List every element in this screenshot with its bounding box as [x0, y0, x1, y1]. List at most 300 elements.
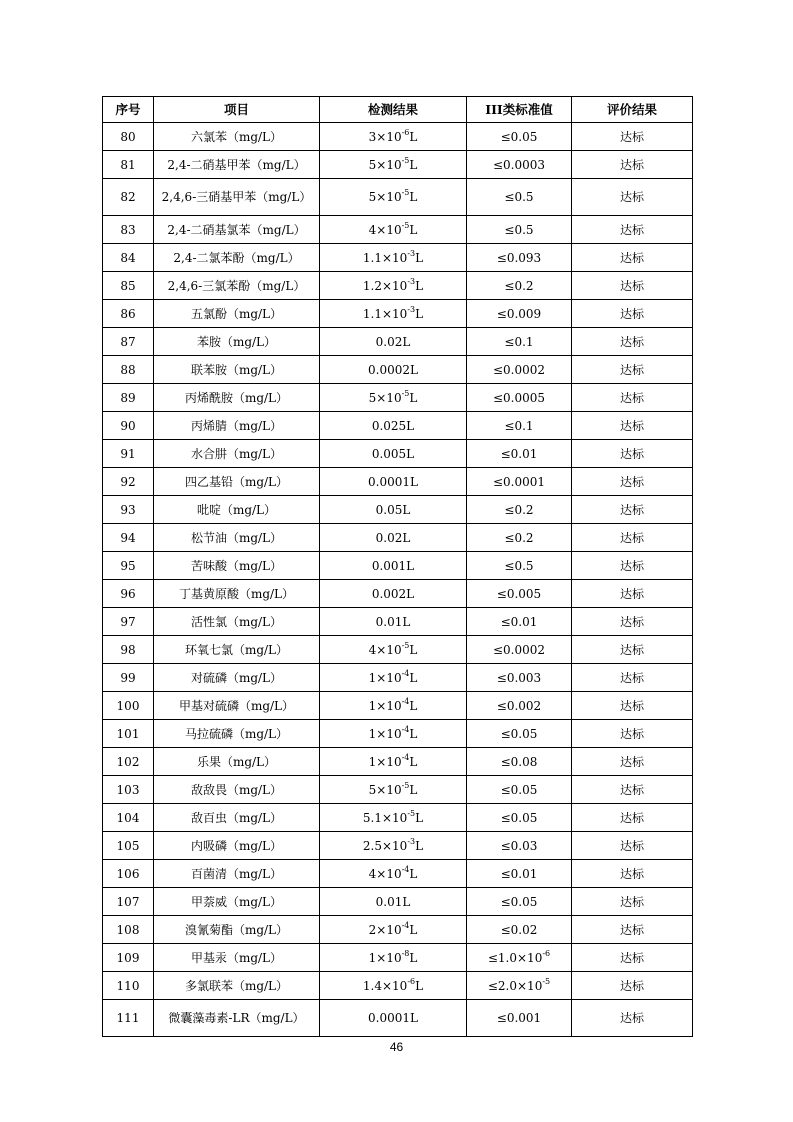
cell-evaluation: 达标: [572, 692, 693, 720]
cell-no: 100: [103, 692, 154, 720]
cell-standard-base: ≤0.03: [500, 838, 538, 853]
cell-standard-base: ≤0.08: [500, 754, 538, 769]
cell-result-exponent: -3: [407, 276, 416, 286]
cell-standard-base: ≤0.5: [504, 190, 534, 204]
cell-result: [320, 356, 467, 384]
table-row: [103, 384, 693, 412]
cell-result-exponent: -5: [401, 388, 410, 398]
cell-no: 105: [103, 832, 154, 860]
cell-result-exponent: -5: [401, 155, 410, 165]
cell-standard: [467, 1000, 572, 1037]
cell-standard: [467, 300, 572, 328]
cell-result: [320, 1000, 467, 1037]
cell-evaluation: 达标: [572, 608, 693, 636]
cell-result: [320, 720, 467, 748]
cell-result-base: 0.01L: [375, 614, 411, 629]
cell-result-base: 2.5×10: [362, 838, 408, 853]
cell-evaluation: 达标: [572, 524, 693, 552]
cell-result-base: 0.02L: [375, 530, 411, 545]
cell-standard-base: ≤0.5: [504, 558, 534, 573]
table-row: [103, 552, 693, 580]
cell-result: [320, 384, 467, 412]
cell-result-base: 0.02L: [375, 334, 411, 349]
cell-result: [320, 804, 467, 832]
table-row: [103, 720, 693, 748]
cell-standard-base: ≤0.05: [500, 726, 538, 741]
header-result: 检测结果: [320, 97, 467, 123]
cell-item: 2,4-二硝基氯苯（mg/L）: [154, 216, 320, 244]
cell-result-unit: L: [409, 190, 418, 204]
table-row: [103, 440, 693, 468]
cell-result-base: 1.1×10: [362, 250, 408, 265]
table-row: [103, 664, 693, 692]
cell-result: [320, 496, 467, 524]
table-row: [103, 860, 693, 888]
cell-result-base: 4×10: [368, 866, 402, 881]
cell-standard-base: ≤0.01: [500, 446, 538, 461]
cell-result-base: 5×10: [368, 190, 402, 204]
cell-result-unit: L: [415, 978, 424, 993]
cell-result-base: 2×10: [368, 922, 402, 937]
cell-result-unit: L: [409, 222, 418, 237]
cell-no: 99: [103, 664, 154, 692]
cell-standard-exponent: -5: [542, 976, 551, 986]
cell-no: 102: [103, 748, 154, 776]
cell-item: 六氯苯（mg/L）: [154, 123, 320, 151]
cell-result-base: 1×10: [368, 698, 402, 713]
cell-standard: [467, 608, 572, 636]
cell-result-unit: L: [409, 670, 418, 685]
cell-item: 溴氰菊酯（mg/L）: [154, 916, 320, 944]
table-row: [103, 972, 693, 1000]
cell-item: 丙烯腈（mg/L）: [154, 412, 320, 440]
cell-item: 敌百虫（mg/L）: [154, 804, 320, 832]
cell-standard-base: ≤0.2: [504, 278, 534, 293]
cell-no: 94: [103, 524, 154, 552]
table-row: [103, 776, 693, 804]
table-row: [103, 244, 693, 272]
cell-item: 水合肼（mg/L）: [154, 440, 320, 468]
cell-standard: [467, 151, 572, 179]
cell-evaluation: 达标: [572, 720, 693, 748]
cell-result-exponent: -4: [401, 724, 410, 734]
cell-evaluation: 达标: [572, 916, 693, 944]
cell-standard: [467, 440, 572, 468]
cell-result-base: 5×10: [368, 157, 402, 172]
cell-standard-base: ≤0.093: [496, 250, 542, 265]
cell-evaluation: 达标: [572, 580, 693, 608]
cell-item: 马拉硫磷（mg/L）: [154, 720, 320, 748]
cell-standard: [467, 468, 572, 496]
cell-no: 101: [103, 720, 154, 748]
cell-item: 丙烯酰胺（mg/L）: [154, 384, 320, 412]
cell-standard-base: ≤0.0002: [492, 642, 546, 657]
table-row: [103, 216, 693, 244]
results-table: [102, 96, 693, 1037]
cell-evaluation: 达标: [572, 356, 693, 384]
cell-no: 84: [103, 244, 154, 272]
cell-standard: [467, 636, 572, 664]
cell-standard: [467, 832, 572, 860]
cell-item: 2,4,6-三氯苯酚（mg/L）: [154, 272, 320, 300]
cell-item: 2,4-二硝基甲苯（mg/L）: [154, 151, 320, 179]
cell-standard-base: ≤0.005: [496, 586, 542, 601]
cell-no: 107: [103, 888, 154, 916]
cell-item: 甲基汞（mg/L）: [154, 944, 320, 972]
cell-no: 95: [103, 552, 154, 580]
cell-result-base: 1×10: [368, 950, 402, 965]
table-row: [103, 300, 693, 328]
table-row: [103, 151, 693, 179]
cell-result-unit: L: [409, 390, 418, 405]
cell-result-unit: L: [415, 306, 424, 321]
cell-result: [320, 179, 467, 216]
cell-result-exponent: -5: [401, 188, 410, 197]
cell-result-unit: L: [415, 810, 424, 825]
cell-result-base: 1×10: [368, 670, 402, 685]
cell-standard: [467, 580, 572, 608]
cell-result-base: 4×10: [368, 642, 402, 657]
cell-evaluation: 达标: [572, 151, 693, 179]
cell-evaluation: 达标: [572, 860, 693, 888]
cell-standard-base: ≤0.1: [504, 418, 534, 433]
cell-standard-base: ≤0.05: [500, 782, 538, 797]
table-row: [103, 916, 693, 944]
table-row: [103, 608, 693, 636]
cell-result-base: 0.005L: [371, 446, 415, 461]
cell-standard-base: ≤0.2: [504, 530, 534, 545]
cell-evaluation: 达标: [572, 123, 693, 151]
cell-result-base: 1×10: [368, 754, 402, 769]
cell-item: 2,4-二氯苯酚（mg/L）: [154, 244, 320, 272]
cell-result-unit: L: [409, 782, 418, 797]
cell-result: [320, 244, 467, 272]
cell-result-base: 1.2×10: [362, 278, 408, 293]
cell-standard: [467, 524, 572, 552]
cell-result: [320, 440, 467, 468]
cell-standard-base: ≤0.0003: [492, 157, 546, 172]
cell-result: [320, 524, 467, 552]
cell-item: 内吸磷（mg/L）: [154, 832, 320, 860]
cell-item: 多氯联苯（mg/L）: [154, 972, 320, 1000]
cell-standard-base: ≤0.05: [500, 894, 538, 909]
cell-item: 甲萘威（mg/L）: [154, 888, 320, 916]
cell-evaluation: 达标: [572, 636, 693, 664]
cell-result-exponent: -4: [401, 668, 410, 678]
cell-result-exponent: -5: [401, 220, 410, 230]
cell-result: [320, 776, 467, 804]
cell-evaluation: 达标: [572, 776, 693, 804]
cell-evaluation: 达标: [572, 216, 693, 244]
table-body: [103, 123, 693, 1037]
cell-result: [320, 888, 467, 916]
page-number: 46: [389, 1040, 404, 1054]
cell-result-exponent: -3: [407, 304, 416, 314]
cell-standard: [467, 664, 572, 692]
cell-standard: [467, 860, 572, 888]
cell-item: 甲基对硫磷（mg/L）: [154, 692, 320, 720]
cell-evaluation: 达标: [572, 496, 693, 524]
cell-result: [320, 272, 467, 300]
table-row: [103, 468, 693, 496]
cell-result-unit: L: [409, 866, 418, 881]
cell-item: 苦味酸（mg/L）: [154, 552, 320, 580]
cell-result-exponent: -6: [407, 976, 416, 986]
cell-standard-base: ≤1.0×10: [487, 950, 543, 965]
cell-standard: [467, 720, 572, 748]
table-row: [103, 328, 693, 356]
cell-standard-base: ≤0.5: [504, 222, 534, 237]
cell-result-exponent: -5: [401, 640, 410, 650]
cell-result: [320, 944, 467, 972]
cell-result: [320, 216, 467, 244]
cell-item: 乐果（mg/L）: [154, 748, 320, 776]
cell-evaluation: 达标: [572, 328, 693, 356]
cell-standard: [467, 748, 572, 776]
cell-result-unit: L: [409, 698, 418, 713]
cell-result-base: 1.1×10: [362, 306, 408, 321]
cell-standard: [467, 356, 572, 384]
table-row: [103, 496, 693, 524]
cell-no: 80: [103, 123, 154, 151]
cell-standard-base: ≤0.01: [500, 614, 538, 629]
cell-evaluation: 达标: [572, 468, 693, 496]
cell-standard-base: ≤0.0001: [492, 474, 546, 489]
cell-evaluation: 达标: [572, 944, 693, 972]
table-row: [103, 944, 693, 972]
header-item: 项目: [154, 97, 320, 123]
table-row: [103, 524, 693, 552]
cell-item: 五氯酚（mg/L）: [154, 300, 320, 328]
cell-result-unit: L: [415, 278, 424, 293]
table-row: [103, 123, 693, 151]
cell-result-base: 0.0002L: [368, 362, 418, 377]
cell-no: 88: [103, 356, 154, 384]
cell-standard-base: ≤0.0002: [492, 362, 546, 377]
cell-result: [320, 412, 467, 440]
cell-standard: [467, 972, 572, 1000]
cell-evaluation: 达标: [572, 179, 693, 216]
cell-no: 83: [103, 216, 154, 244]
table-row: [103, 272, 693, 300]
cell-result-exponent: -4: [401, 920, 410, 930]
cell-evaluation: 达标: [572, 384, 693, 412]
cell-standard-base: ≤0.05: [500, 810, 538, 825]
table-row: [103, 888, 693, 916]
cell-result: [320, 748, 467, 776]
cell-evaluation: 达标: [572, 832, 693, 860]
cell-item: 微囊藻毒素-LR（mg/L）: [154, 1000, 320, 1037]
cell-result-base: 1×10: [368, 726, 402, 741]
cell-result: [320, 664, 467, 692]
cell-item: 联苯胺（mg/L）: [154, 356, 320, 384]
header-standard: III类标准值: [467, 97, 572, 123]
table-row: [103, 412, 693, 440]
cell-evaluation: 达标: [572, 300, 693, 328]
cell-result-base: 5×10: [368, 782, 402, 797]
cell-no: 90: [103, 412, 154, 440]
cell-result: [320, 608, 467, 636]
cell-standard-base: ≤0.009: [496, 306, 542, 321]
cell-result-exponent: -3: [407, 836, 416, 846]
table-row: [103, 580, 693, 608]
table-header-row: [103, 97, 693, 123]
table-row: [103, 356, 693, 384]
cell-result-base: 0.0001L: [368, 1011, 418, 1025]
cell-result-base: 5.1×10: [362, 810, 408, 825]
cell-result: [320, 692, 467, 720]
cell-result-base: 0.0001L: [368, 474, 418, 489]
header-evaluation: 评价结果: [572, 97, 693, 123]
cell-evaluation: 达标: [572, 888, 693, 916]
cell-item: 对硫磷（mg/L）: [154, 664, 320, 692]
cell-no: 111: [103, 1000, 154, 1037]
cell-no: 103: [103, 776, 154, 804]
table-row: [103, 636, 693, 664]
cell-no: 98: [103, 636, 154, 664]
cell-result-base: 3×10: [368, 129, 402, 144]
cell-result-unit: L: [409, 157, 418, 172]
cell-result: [320, 636, 467, 664]
cell-result-unit: L: [415, 838, 424, 853]
cell-result: [320, 468, 467, 496]
cell-standard: [467, 692, 572, 720]
cell-result-unit: L: [409, 922, 418, 937]
cell-evaluation: 达标: [572, 748, 693, 776]
cell-result-exponent: -4: [401, 696, 410, 706]
cell-standard: [467, 944, 572, 972]
cell-standard-base: ≤0.2: [504, 502, 534, 517]
cell-no: 82: [103, 179, 154, 216]
cell-standard-base: ≤0.001: [496, 1011, 542, 1025]
cell-no: 97: [103, 608, 154, 636]
cell-standard-base: ≤0.05: [500, 129, 538, 144]
cell-evaluation: 达标: [572, 664, 693, 692]
cell-no: 85: [103, 272, 154, 300]
cell-item: 2,4,6-三硝基甲苯（mg/L）: [154, 179, 320, 216]
cell-no: 81: [103, 151, 154, 179]
cell-standard: [467, 888, 572, 916]
cell-result-unit: L: [409, 642, 418, 657]
cell-standard-base: ≤0.1: [504, 334, 534, 349]
cell-evaluation: 达标: [572, 804, 693, 832]
cell-item: 敌敌畏（mg/L）: [154, 776, 320, 804]
cell-result: [320, 916, 467, 944]
cell-evaluation: 达标: [572, 972, 693, 1000]
cell-no: 87: [103, 328, 154, 356]
cell-result-exponent: -3: [407, 248, 416, 258]
cell-no: 108: [103, 916, 154, 944]
cell-standard: [467, 776, 572, 804]
cell-standard-base: ≤0.0005: [492, 390, 546, 405]
cell-result: [320, 300, 467, 328]
cell-standard: [467, 179, 572, 216]
cell-standard: [467, 216, 572, 244]
cell-result-base: 0.002L: [371, 586, 415, 601]
cell-result: [320, 151, 467, 179]
cell-no: 91: [103, 440, 154, 468]
cell-item: 吡啶（mg/L）: [154, 496, 320, 524]
cell-item: 松节油（mg/L）: [154, 524, 320, 552]
cell-result-unit: L: [409, 726, 418, 741]
cell-result: [320, 123, 467, 151]
cell-standard: [467, 916, 572, 944]
cell-result-base: 0.025L: [371, 418, 415, 433]
cell-result-exponent: -4: [401, 864, 410, 874]
cell-standard: [467, 123, 572, 151]
cell-result-base: 0.05L: [375, 502, 411, 517]
cell-result-exponent: -5: [401, 780, 410, 790]
cell-result-exponent: -4: [401, 752, 410, 762]
cell-evaluation: 达标: [572, 412, 693, 440]
cell-evaluation: 达标: [572, 244, 693, 272]
cell-standard: [467, 384, 572, 412]
cell-standard: [467, 272, 572, 300]
cell-result-exponent: -8: [401, 948, 410, 958]
cell-result: [320, 328, 467, 356]
cell-item: 环氧七氯（mg/L）: [154, 636, 320, 664]
cell-result-unit: L: [409, 129, 418, 144]
cell-no: 104: [103, 804, 154, 832]
cell-no: 106: [103, 860, 154, 888]
cell-item: 活性氯（mg/L）: [154, 608, 320, 636]
cell-no: 93: [103, 496, 154, 524]
table-row: [103, 804, 693, 832]
cell-no: 96: [103, 580, 154, 608]
cell-standard: [467, 244, 572, 272]
cell-evaluation: 达标: [572, 1000, 693, 1037]
cell-result-base: 4×10: [368, 222, 402, 237]
cell-standard: [467, 412, 572, 440]
cell-item: 四乙基铅（mg/L）: [154, 468, 320, 496]
cell-no: 86: [103, 300, 154, 328]
cell-result-unit: L: [409, 950, 418, 965]
table-row: [103, 748, 693, 776]
cell-no: 89: [103, 384, 154, 412]
cell-standard: [467, 496, 572, 524]
table-row: [103, 1000, 693, 1037]
cell-standard: [467, 328, 572, 356]
cell-standard-base: ≤0.002: [496, 698, 542, 713]
table-row: [103, 179, 693, 216]
cell-result-unit: L: [409, 754, 418, 769]
header-no: 序号: [103, 97, 154, 123]
cell-standard-base: ≤0.003: [496, 670, 542, 685]
cell-result: [320, 972, 467, 1000]
table-row: [103, 832, 693, 860]
cell-no: 109: [103, 944, 154, 972]
cell-standard-base: ≤0.02: [500, 922, 538, 937]
cell-result-base: 5×10: [368, 390, 402, 405]
cell-result: [320, 860, 467, 888]
cell-evaluation: 达标: [572, 440, 693, 468]
cell-result-base: 0.001L: [371, 558, 415, 573]
cell-standard: [467, 552, 572, 580]
cell-standard-base: ≤0.01: [500, 866, 538, 881]
cell-result-unit: L: [415, 250, 424, 265]
cell-result-base: 0.01L: [375, 894, 411, 909]
cell-no: 110: [103, 972, 154, 1000]
cell-item: 丁基黄原酸（mg/L）: [154, 580, 320, 608]
cell-result: [320, 580, 467, 608]
cell-item: 百菌清（mg/L）: [154, 860, 320, 888]
cell-item: 苯胺（mg/L）: [154, 328, 320, 356]
cell-standard-base: ≤2.0×10: [487, 978, 543, 993]
cell-evaluation: 达标: [572, 552, 693, 580]
cell-evaluation: 达标: [572, 272, 693, 300]
cell-result-exponent: -5: [407, 808, 416, 818]
cell-standard: [467, 804, 572, 832]
